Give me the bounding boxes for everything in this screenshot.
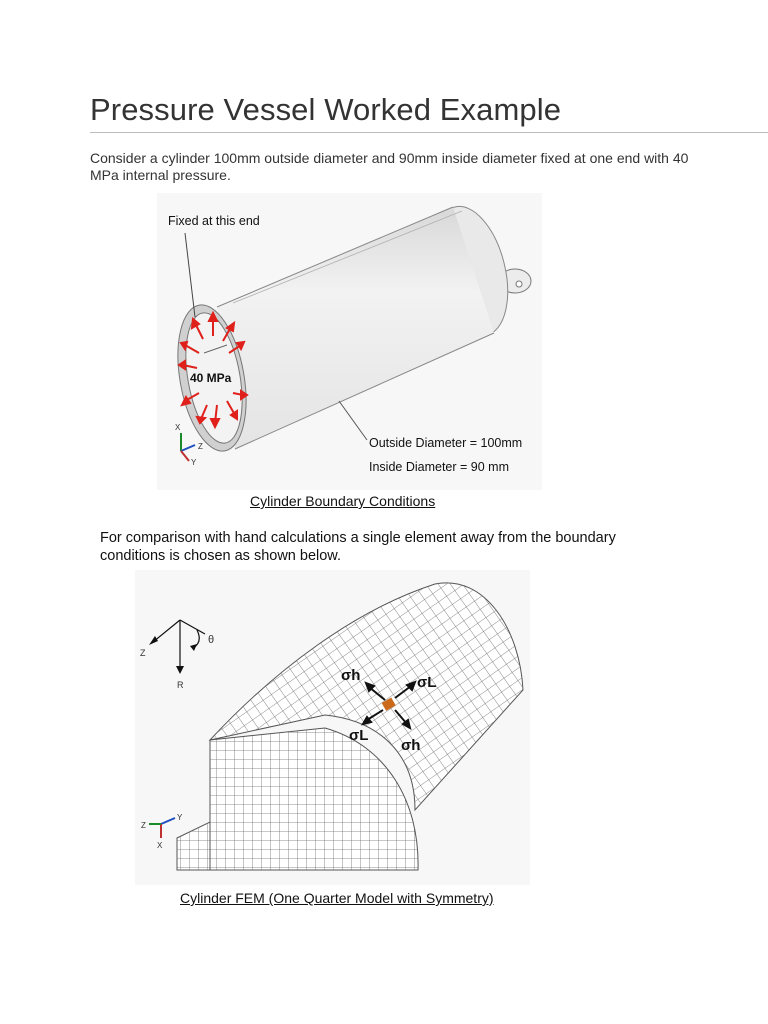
figure1-caption: Cylinder Boundary Conditions — [250, 493, 436, 509]
axis-z-label: Z — [140, 648, 146, 658]
pressure-label: 40 MPa — [190, 371, 232, 385]
page-title: Pressure Vessel Worked Example — [90, 92, 562, 127]
axis-z-label: Z — [198, 442, 203, 451]
title-divider — [90, 132, 768, 133]
cylinder-illustration — [157, 193, 542, 490]
triad-z-label: Z — [141, 821, 146, 830]
sigma-hoop-top: σh — [341, 667, 361, 684]
fixed-end-label: Fixed at this end — [168, 214, 260, 228]
axis-x-label: X — [175, 423, 181, 432]
fem-mesh-illustration — [135, 570, 530, 885]
triad-y-label: Y — [177, 813, 183, 822]
axis-r-label: R — [177, 680, 184, 690]
sigma-hoop-bottom: σh — [401, 737, 421, 754]
figure2-caption: Cylinder FEM (One Quarter Model with Symmetry) — [180, 890, 494, 906]
comparison-paragraph: For comparison with hand calculations a single element away from the boundary conditions is chosen as shown below. — [100, 530, 616, 564]
cylinder-boundary-figure — [157, 193, 542, 490]
axis-theta-label: θ — [208, 634, 215, 646]
axis-y-label: Y — [191, 458, 197, 467]
sigma-long-bottom: σL — [349, 727, 369, 744]
intro-paragraph: Consider a cylinder 100mm outside diameter and 90mm inside diameter fixed at one end with 40 MPa internal pressure. — [90, 150, 689, 183]
cylinder-fem-figure — [135, 570, 530, 885]
outside-diameter-label: Outside Diameter = 100mm — [369, 436, 523, 450]
inside-diameter-label: Inside Diameter = 90 mm — [369, 460, 509, 474]
cylindrical-axes — [140, 620, 214, 690]
triad-x-label: X — [157, 841, 163, 850]
sigma-long-top: σL — [417, 674, 437, 691]
